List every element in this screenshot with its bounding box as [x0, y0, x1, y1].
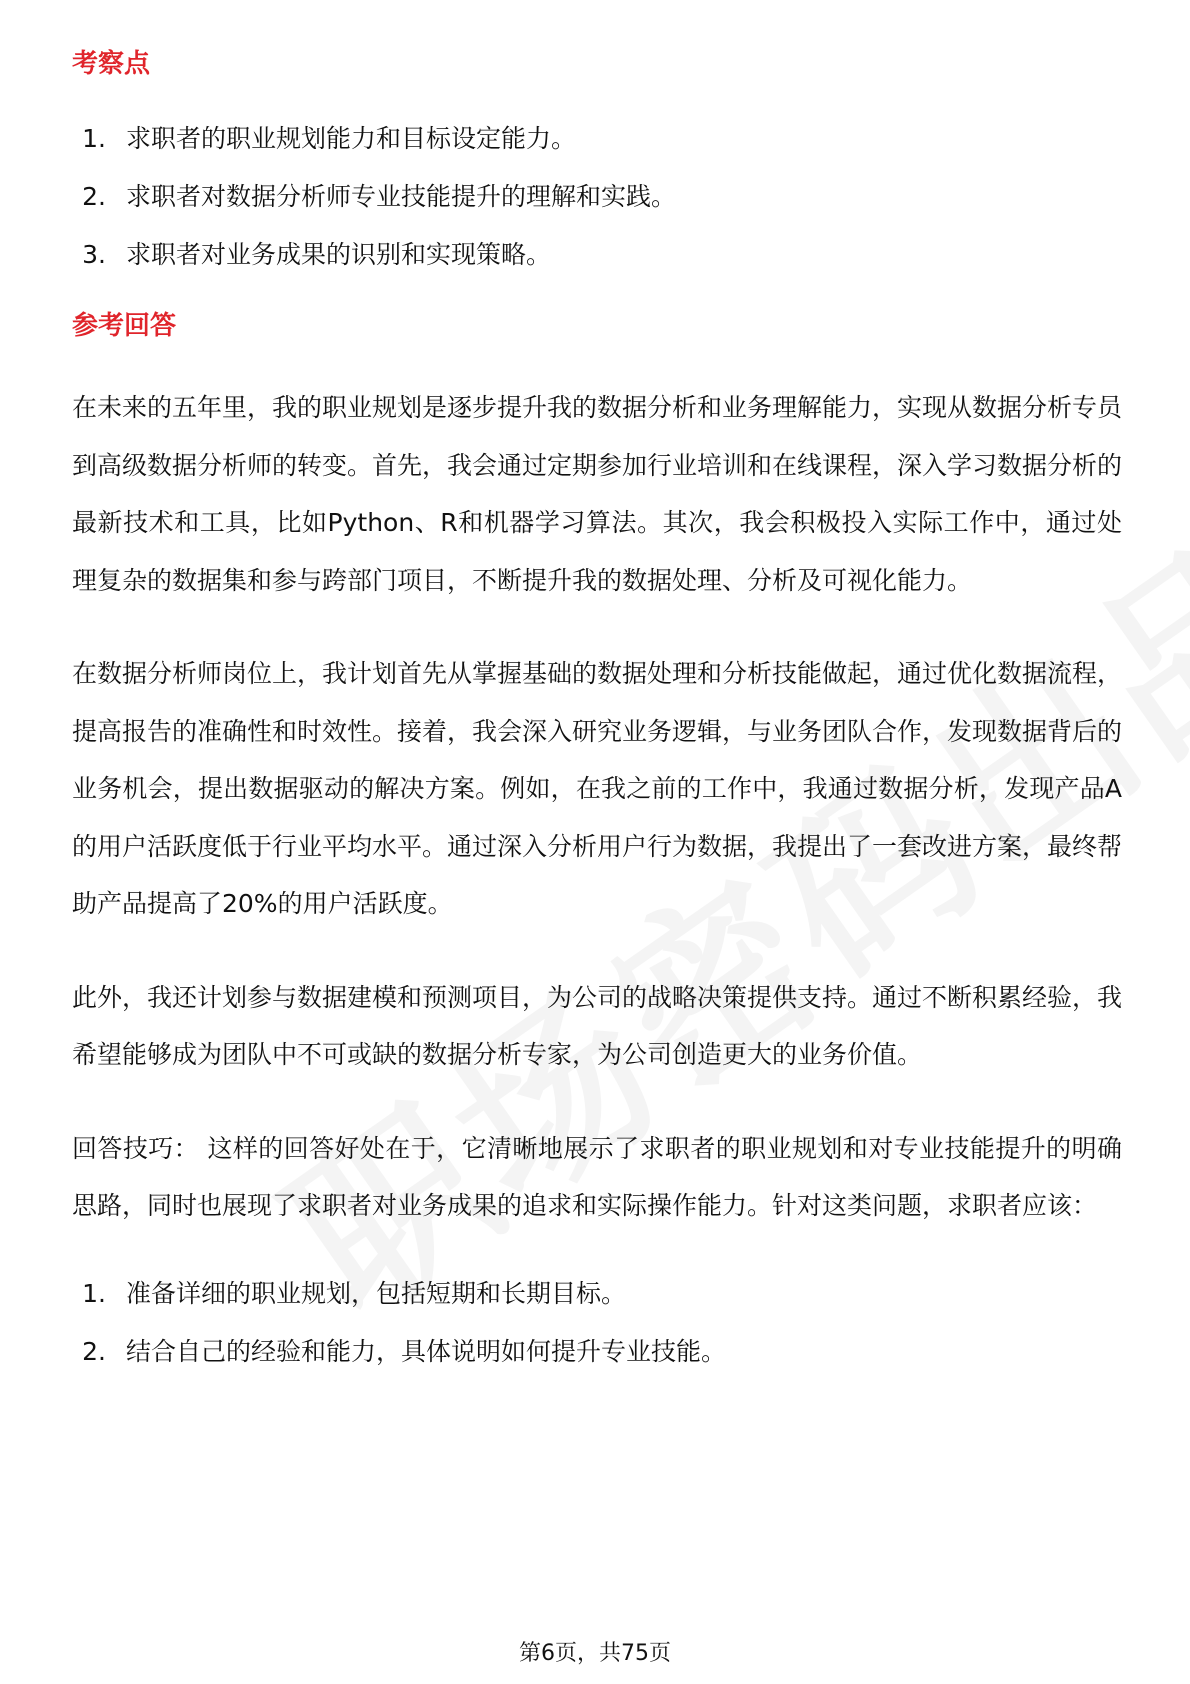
list-item-text: 求职者对业务成果的识别和实现策略。 [126, 240, 552, 269]
answer-paragraph: 此外，我还计划参与数据建模和预测项目，为公司的战略决策提供支持。通过不断积累经验，我希望能够成为团队中不可或缺的数据分析专家，为公司创造更大的业务价值。 [72, 982, 1123, 1069]
list-number: 2. [82, 182, 106, 211]
list-item-text: 准备详细的职业规划，包括短期和长期目标。 [126, 1278, 627, 1308]
answer-paragraph: 在未来的五年里，我的职业规划是逐步提升我的数据分析和业务理解能力，实现从数据分析专员到高级数据分析师的转变。首先，我会通过定期参加行业培训和在线课程，深入学习数据分析的最新技术和工具，比如Python、R和机器学习算法。其次，我会积极投入实际工作中，通过处理复杂的数据集和参与跨部门项目，不断提升我的数据处理、分析及可视化能力。 [72, 393, 1123, 595]
list-number: 3. [82, 240, 106, 269]
page-number: 第6页，共75页 [519, 1641, 671, 1666]
list-item [72, 110, 1122, 168]
list-item-text: 求职者的职业规划能力和目标设定能力。 [126, 124, 577, 153]
list-item [72, 168, 1122, 226]
list-number: 1. [82, 1278, 106, 1308]
list-item [72, 226, 1122, 284]
list-item [72, 1265, 1122, 1323]
list-item-text: 结合自己的经验和能力，具体说明如何提升专业技能。 [126, 1336, 727, 1366]
answer-tip-paragraph: 回答技巧： 这样的回答好处在于，它清晰地展示了求职者的职业规划和对专业技能提升的明确思路，同时也展现了求职者对业务成果的追求和实际操作能力。针对这类问题，求职者应该： [72, 1133, 1122, 1220]
list-number: 2. [82, 1336, 106, 1366]
list-item [72, 1323, 1122, 1381]
answer-heading: 参考回答 [72, 311, 177, 341]
list-item-text: 求职者对数据分析师专业技能提升的理解和实践。 [126, 182, 677, 211]
focus-heading: 考察点 [72, 49, 151, 79]
document-body [72, 44, 1122, 1381]
answer-paragraph: 在数据分析师岗位上，我计划首先从掌握基础的数据处理和分析技能做起，通过优化数据流程，提高报告的准确性和时效性。接着，我会深入研究业务逻辑，与业务团队合作，发现数据背后的业务机会，提出数据驱动的解决方案。例如，在我之前的工作中，我通过数据分析，发现产品A的用户活跃度低于行业平均水平。通过深入分析用户行为数据，我提出了一套改进方案，最终帮助产品提高了20%的用户活跃度。 [72, 659, 1123, 918]
tips-list [72, 1265, 1122, 1381]
focus-list [72, 110, 1122, 284]
list-number: 1. [82, 124, 106, 153]
